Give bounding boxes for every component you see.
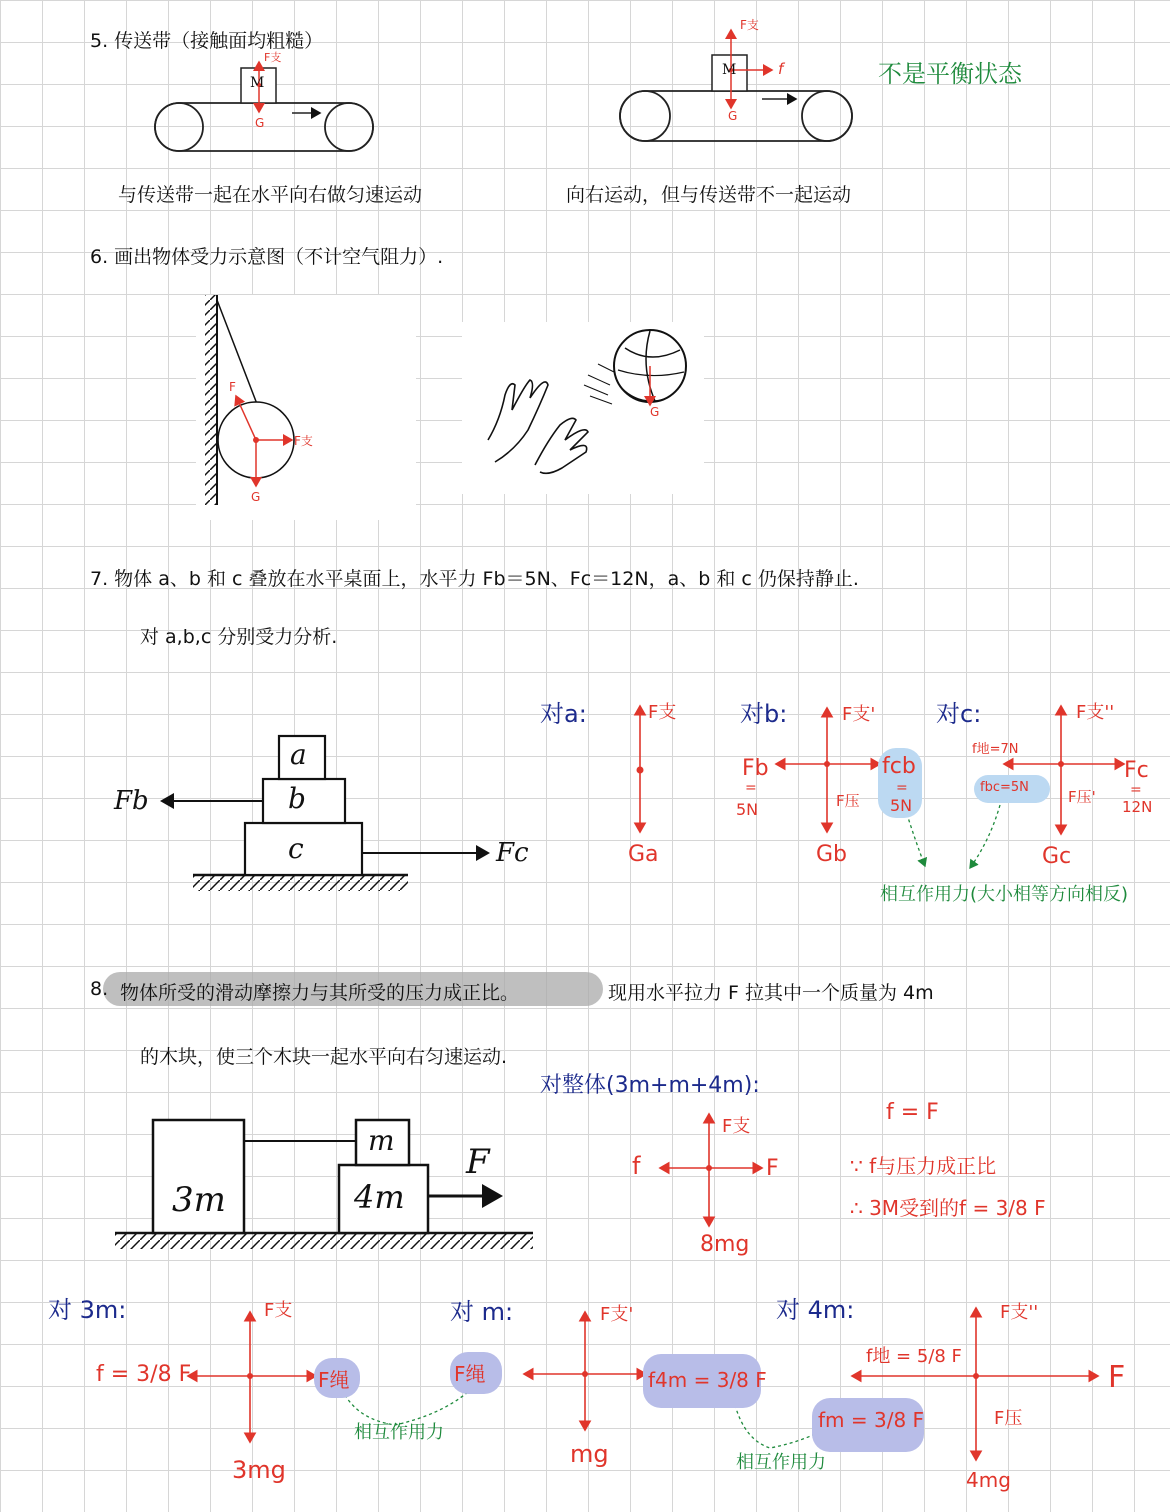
q8-d4m-fdi: f地 = 5/8 F <box>866 1346 962 1367</box>
q7-b-left: Fb <box>742 756 769 781</box>
q7-c-right: Fc <box>1124 758 1149 783</box>
q8-fig-3m: 3m <box>172 1180 226 1220</box>
q8-dm-title: 对 m: <box>450 1298 514 1326</box>
q8-interaction-1: 相互作用力 <box>354 1422 444 1443</box>
q8-d3m-left: f = 3/8 F <box>96 1362 192 1387</box>
q6-basketball-G: G <box>650 405 660 419</box>
q8-d4m-title: 对 4m: <box>776 1296 855 1324</box>
basketball-figure <box>462 322 704 494</box>
q5-caption-left: 与传送带一起在水平向右做匀速运动 <box>118 184 423 206</box>
q7-fig-a: a <box>290 738 307 771</box>
q7-c-down: Gc <box>1042 844 1072 869</box>
q7-c-fbc: fbc=5N <box>980 780 1029 795</box>
q6-ball-G: G <box>251 490 261 504</box>
conveyor-right <box>620 30 852 141</box>
force-diagram-3m <box>188 1312 316 1442</box>
q7-b-left-val: 5N <box>736 800 759 819</box>
q7-b-right-val: 5N <box>890 796 913 815</box>
q7-c-fdi: f地=7N <box>972 742 1019 757</box>
q6-title: 6. 画出物体受力示意图（不计空气阻力）. <box>90 246 444 268</box>
q8-interaction-2: 相互作用力 <box>736 1452 826 1473</box>
hanging-ball-figure <box>196 295 416 520</box>
q5-right-force-down: G <box>728 109 738 123</box>
stacked-blocks-figure <box>162 736 488 891</box>
q8-dm-right: f4m = 3/8 F <box>648 1368 767 1392</box>
q8-d4m-up: F支'' <box>1000 1302 1039 1323</box>
q6-ball-F: F <box>229 380 236 394</box>
q7-dui-b: 对b: <box>740 700 788 728</box>
q8-d4m-down: 4mg <box>966 1468 1011 1492</box>
q5-title: 5. 传送带（接触面均粗糙） <box>90 30 324 52</box>
q8-d4m-right: F <box>1108 1360 1126 1395</box>
q7-a-down: Ga <box>628 842 659 867</box>
q8-dm-down: mg <box>570 1440 609 1468</box>
q7-fig-b: b <box>288 782 306 815</box>
q7-green-note: 相互作用力(大小相等方向相反) <box>880 884 1129 905</box>
q7-subtitle: 对 a,b,c 分别受力分析. <box>140 626 338 648</box>
q8-eq2: ∵ f与压力成正比 <box>850 1154 997 1178</box>
q7-dui-a: 对a: <box>540 700 587 728</box>
force-diagram-b <box>776 708 880 832</box>
q8-number: 8. <box>90 978 109 1000</box>
q8-d4m-fm: fm = 3/8 F <box>818 1408 925 1432</box>
q8-eq1: f = F <box>886 1100 939 1125</box>
q7-b-left-eq: = <box>745 780 757 796</box>
q8-fig-m: m <box>368 1124 395 1157</box>
q5-left-force-down: G <box>255 116 265 130</box>
q5-right-force-up: F支 <box>740 18 759 32</box>
q7-fig-Fb: Fb <box>114 786 149 816</box>
q8-title-rest: 现用水平拉力 F 拉其中一个质量为 4m <box>608 982 934 1004</box>
q7-c-press: F压' <box>1068 788 1096 806</box>
q8-whole-title: 对整体(3m+m+4m): <box>540 1073 760 1098</box>
q7-fig-c: c <box>288 832 304 865</box>
q8-whole-down: 8mg <box>700 1232 750 1257</box>
q5-green-note: 不是平衡状态 <box>878 60 1022 88</box>
q5-right-force-f: f <box>778 60 784 78</box>
q7-title: 7. 物体 a、b 和 c 叠放在水平桌面上，水平力 Fb＝5N、Fc＝12N，a、b 和 c 仍保持静止. <box>90 568 859 590</box>
q7-b-down: Gb <box>816 842 848 867</box>
q8-d3m-down: 3mg <box>232 1456 286 1484</box>
q7-c-up: F支'' <box>1076 702 1115 723</box>
q5-caption-right: 向右运动，但与传送带不一起运动 <box>566 184 852 206</box>
q7-b-press: F压 <box>836 792 860 810</box>
q8-d3m-up: F支 <box>264 1300 293 1321</box>
q5-block-label-right: M <box>722 62 737 78</box>
q5-block-label-left: M <box>250 75 265 91</box>
q5-left-force-up: F支 <box>264 51 282 64</box>
q8-d4m-press: F压 <box>994 1408 1023 1429</box>
q8-whole-left: f <box>632 1152 641 1180</box>
q8-fig-4m: 4m <box>354 1178 405 1216</box>
q8-dm-up: F支' <box>600 1304 634 1325</box>
q8-line2: 的木块，使三个木块一起水平向右匀速运动. <box>140 1046 508 1068</box>
q7-c-right-eq: = <box>1130 782 1142 798</box>
q8-whole-up: F支 <box>722 1116 751 1137</box>
q8-whole-right: F <box>766 1156 779 1181</box>
q7-a-up: F支 <box>648 702 677 723</box>
q7-c-right-val: 12N <box>1122 798 1153 816</box>
q7-b-right: fcb <box>882 754 916 779</box>
force-diagram-a <box>637 706 644 832</box>
q8-d3m-title: 对 3m: <box>48 1296 127 1324</box>
q8-title-highlighted: 物体所受的滑动摩擦力与其所受的压力成正比。 <box>120 982 520 1004</box>
q7-dui-c: 对c: <box>936 700 982 728</box>
force-diagram-m <box>524 1312 646 1430</box>
q8-d3m-right: F绳 <box>318 1368 350 1392</box>
q8-fig-F: F <box>466 1142 490 1182</box>
q7-fig-Fc: Fc <box>496 838 529 868</box>
q7-b-up: F支' <box>842 704 876 725</box>
q8-eq3: ∴ 3M受到的f = 3/8 F <box>850 1196 1046 1220</box>
q8-dm-left: F绳 <box>454 1362 486 1386</box>
q6-ball-Fzhi: F支 <box>294 434 313 448</box>
q7-b-right-eq: = <box>896 780 908 796</box>
